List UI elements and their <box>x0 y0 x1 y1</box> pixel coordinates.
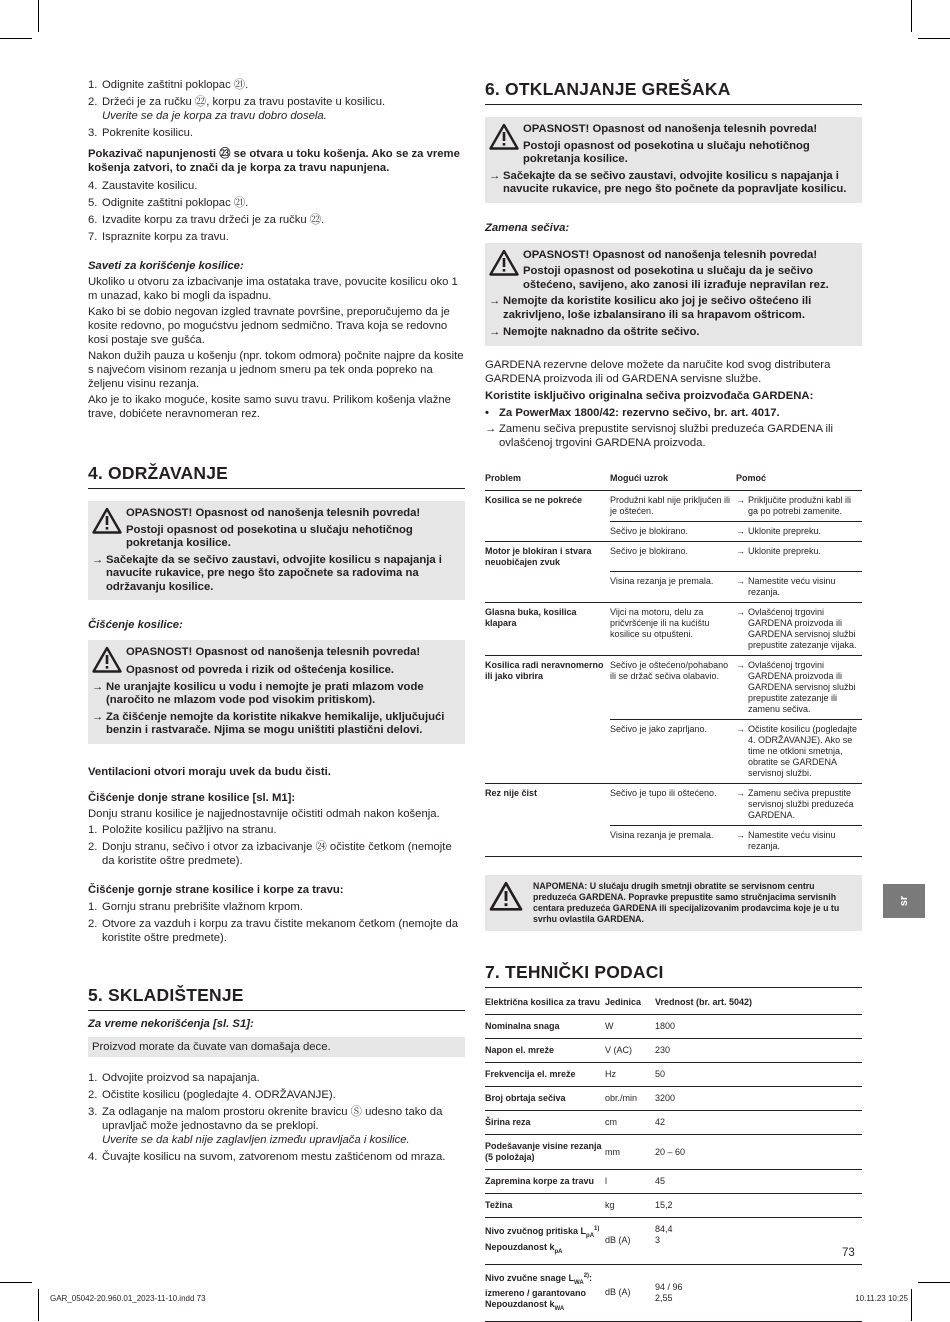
section-title-tech-data: 7. TEHNIČKI PODACI <box>485 961 862 988</box>
help-cell <box>736 521 862 541</box>
problem-cell: Kosilica se ne pokreće <box>485 494 583 505</box>
troubleshooting-table <box>485 470 862 858</box>
table-row <box>485 1135 862 1170</box>
list-item: 3. Za odlaganje na malom prostoru okrenite bravicu Ⓢ udesno tako da upravljač može jednostavno da se preklopi. Uverite se da kabl nije zaglavljen između upravljača i kosilice. <box>88 1105 443 1146</box>
footer-file-info: GAR_05042-20.960.01_2023-11-10.indd 73 <box>50 1294 206 1303</box>
problem-cell <box>485 720 610 784</box>
cause-cell: Visina rezanja je premala. <box>610 826 736 857</box>
value-text: 2,55 <box>655 1292 673 1303</box>
list-item: 2. Donju stranu, sečivo i otvor za izbacivanje ㉔ očistite četkom (nemojte da koristite oštre predmete). <box>88 840 452 867</box>
table-row <box>485 1111 862 1135</box>
label-text: Nivo zvučne snage L <box>485 1272 575 1283</box>
warning-triangle-icon <box>489 881 533 925</box>
right-column <box>485 78 862 1322</box>
cause-cell: Sečivo je blokirano. <box>610 541 736 572</box>
problem-cell <box>485 521 610 541</box>
crop-mark <box>911 0 912 32</box>
warning-box <box>88 640 465 744</box>
label-footnote: 2) <box>583 1272 590 1279</box>
help-cell <box>736 490 862 521</box>
help-text: → Uklonite prepreku. <box>736 526 860 537</box>
help-cell <box>736 541 862 572</box>
column-header: Mogući uzrok <box>610 470 736 491</box>
table-row <box>485 1194 862 1218</box>
steps-list <box>88 78 465 140</box>
help-cell <box>736 784 862 826</box>
cause-cell: Sečivo je jako zaprljano. <box>610 720 736 784</box>
warning-title: OPASNOST! Opasnost od nanošenja telesnih povreda! <box>126 646 421 658</box>
unit-cell: l <box>605 1170 655 1194</box>
list-item: 7. Ispraznite korpu za travu. <box>88 231 229 243</box>
label-text: Nepouzdanost k <box>485 1299 555 1310</box>
help-text: → Priključite produžni kabl ili ga po potrebi zamenite. <box>736 495 860 517</box>
warning-instruction: → Nemojte da koristite kosilicu ako joj je sečivo oštećeno ili zakrivljeno, loše izbalansirano ili sa hrapavom oštricom. <box>489 295 856 322</box>
steps-list <box>88 1071 465 1164</box>
warning-subtitle: Postoji opasnost od posekotina u slučaju nehotičnog pokretanja kosilice. <box>126 523 413 549</box>
help-text: → Uklonite prepreku. <box>736 546 860 557</box>
label-cell: Podešavanje visine rezanja (5 položaja) <box>485 1135 605 1170</box>
unit-cell: W <box>605 1015 655 1039</box>
unit-cell: V (AC) <box>605 1039 655 1063</box>
help-text: → Ovlašćenoj trgovini GARDENA proizvoda ili GARDENA servisnoj službi prepustite zatezanje vijaka. <box>736 607 860 651</box>
column-header: Jedinica <box>605 994 655 1015</box>
value-cell: 230 <box>655 1039 862 1063</box>
help-text: → Namestite veću visinu rezanja. <box>736 830 860 852</box>
warning-instruction: → Sačekajte da se sečivo zaustavi, odvojite kosilicu s napajanja i navucite rukavice, pre nego što počnete da popravljate kosilicu. <box>489 170 856 197</box>
warning-triangle-icon <box>489 123 523 167</box>
column-header: Električna kosilica za travu <box>485 994 605 1015</box>
table-row <box>485 1218 862 1265</box>
spares-bullet: • Za PowerMax 1800/42: rezervno sečivo, br. art. 4017. <box>485 406 780 419</box>
crop-mark <box>38 1289 39 1321</box>
table-row <box>485 656 862 720</box>
table-row <box>485 1087 862 1111</box>
cause-cell: Produžni kabl nije priključen ili je oštećen. <box>610 490 736 521</box>
crop-mark <box>0 38 32 39</box>
help-text: → Ovlašćenoj trgovini GARDENA proizvoda ili GARDENA servisnoj službi prepustite zatezanje ili zamenu sečiva. <box>736 660 860 715</box>
storage-notice: Proizvod morate da čuvate van domašaja dece. <box>88 1037 465 1057</box>
warning-instruction: → Sačekajte da se sečivo zaustavi, odvojite kosilicu s napajanja i navucite rukavice, pre nego što započnete sa radovima na održavanju kosilice. <box>92 554 459 595</box>
help-cell <box>736 572 862 603</box>
problem-cell: Rez nije čist <box>485 788 538 798</box>
label-text: Nivo zvučnog pritiska L <box>485 1226 587 1236</box>
unit-cell: dB (A) <box>605 1264 655 1322</box>
label-footnote: 1) <box>594 1226 600 1232</box>
table-row <box>485 1015 862 1039</box>
column-header: Problem <box>485 470 610 491</box>
section-title-troubleshooting: 6. OTKLANJANJE GREŠAKA <box>485 78 862 105</box>
warning-triangle-icon <box>92 646 126 678</box>
steps-list <box>88 179 465 244</box>
table-row <box>485 826 862 857</box>
table-row <box>485 1063 862 1087</box>
help-text: → Namestite veću visinu rezanja. <box>736 576 860 598</box>
table-row <box>485 572 862 603</box>
tip-paragraph: Nakon dužih pauza u košenju (npr. tokom odmora) počnite najpre da kosite s najvećom visinom rezanja u jednom smeru pa tek onda popreko na željenu visinu rezanja. <box>88 350 464 390</box>
warning-box <box>88 501 465 600</box>
value-cell <box>655 1218 862 1265</box>
problem-cell: Kosilica radi neravnomerno ili jako vibrira <box>485 660 604 681</box>
unit-cell: mm <box>605 1135 655 1170</box>
warning-box <box>485 243 862 346</box>
label-cell <box>485 1218 605 1265</box>
list-item: 3. Pokrenite kosilicu. <box>88 127 194 139</box>
warning-subtitle: Postoji opasnost od posekotina u slučaju nehotičnog pokretanja kosilice. <box>523 139 810 165</box>
page-number: 73 <box>842 1247 855 1259</box>
unit-cell: kg <box>605 1194 655 1218</box>
list-item: 4. Zaustavite kosilicu. <box>88 180 198 192</box>
value-cell: 3200 <box>655 1087 862 1111</box>
storage-heading: Za vreme nekorišćenja [sl. S1]: <box>88 1017 254 1030</box>
value-text: 84,4 <box>655 1224 673 1234</box>
label-cell: Zapremina korpe za travu <box>485 1170 605 1194</box>
value-cell: 42 <box>655 1111 862 1135</box>
crop-mark <box>918 38 950 39</box>
table-row <box>485 603 862 656</box>
label-subscript: WA <box>574 1279 584 1286</box>
value-cell: 45 <box>655 1170 862 1194</box>
spares-bold: Koristite isključivo originalna sečiva proizvođača GARDENA: <box>485 389 814 402</box>
list-item: 1. Gornju stranu prebrišite vlažnom krpom. <box>88 900 303 913</box>
warning-box <box>485 117 862 203</box>
warning-instruction: → Nemojte naknadno da oštrite sečivo. <box>489 326 856 340</box>
cause-cell: Visina rezanja je premala. <box>610 572 736 603</box>
warning-title: OPASNOST! Opasnost od nanošenja telesnih povreda! <box>523 123 818 135</box>
under-cleaning-text: Donju stranu kosilice je najjednostavnije očistiti odmah nakon košenja. <box>88 807 440 820</box>
unit-cell: obr./min <box>605 1087 655 1111</box>
tip-paragraph: Kako bi se dobio negovan izgled travnate površine, preporučujemo da je kosite redovno, po mogućstvu jednom sedmično. Trava koja se redovno kosi postaje sve gušća. <box>88 306 450 346</box>
tip-paragraph: Ako je to ikako moguće, kosite samo suvu travu. Prilikom košenja vlažne trave, dobićete neravnomeran rez. <box>88 394 451 420</box>
unit-cell: Hz <box>605 1063 655 1087</box>
value-text: 3 <box>655 1235 661 1245</box>
tech-data-table <box>485 994 862 1322</box>
table-row <box>485 784 862 826</box>
label-subscript: pA <box>586 1232 595 1239</box>
label-cell: Frekvencija el. mreže <box>485 1063 605 1087</box>
list-item: 1. Odvojite proizvod sa napajanja. <box>88 1071 260 1084</box>
value-text: 94 / 96 <box>655 1281 683 1292</box>
warning-subtitle: Postoji opasnost od posekotina u slučaju da je sečivo oštećeno, savijeno, ako zanosi ili izrađuje nepravilan rez. <box>523 265 829 291</box>
crop-mark <box>911 1289 912 1321</box>
warning-title: OPASNOST! Opasnost od nanošenja telesnih povreda! <box>126 507 421 519</box>
section-title-maintenance: 4. ODRŽAVANJE <box>88 462 465 489</box>
problem-cell: Motor je blokiran i stvara neuobičajen zvuk <box>485 545 592 567</box>
label-cell <box>485 1264 605 1322</box>
warning-instruction: → Ne uranjajte kosilicu u vodu i nemojte je prati mlazom vode (naročito ne mlazom vode pod visokim pritiskom). <box>92 681 459 708</box>
note-text: NAPOMENA: U slučaju drugih smetnji obratite se servisnom centru preduzeća GARDENA. Popravke prepustite samo stručnjacima servisnih centara preduzeća GARDENA ili specijalizovanim prodavcima koje je u tu svrhu ovlastila GARDENA. <box>533 881 840 924</box>
value-cell: 1800 <box>655 1015 862 1039</box>
list-item: 6. Izvadite korpu za travu držeći je za ručku ㉒. <box>88 214 325 226</box>
warning-title: OPASNOST! Opasnost od nanošenja telesnih povreda! <box>523 248 818 261</box>
crop-mark <box>918 1282 950 1283</box>
help-text: → Očistite kosilicu (pogledajte 4. ODRŽAVANJE). Ako se time ne otkloni smetnja, obratite se GARDENA servisnoj službi. <box>736 724 860 779</box>
note-box <box>485 875 862 931</box>
fill-indicator-note: Pokazivač napunjenosti ㉓ se otvara u toku košenja. Ako se za vreme košenja zatvori, to znači da je korpa za travu napunjena. <box>88 148 460 174</box>
list-item: 5. Odignite zaštitni poklopac ㉑. <box>88 197 249 209</box>
blade-heading: Zamena sečiva: <box>485 221 570 234</box>
table-row <box>485 490 862 521</box>
list-item: 2. Očistite kosilicu (pogledajte 4. ODRŽAVANJE). <box>88 1088 336 1101</box>
help-cell <box>736 603 862 656</box>
spares-text: GARDENA rezervne delove možete da naručite kod svog distributera GARDENA proizvoda ili od GARDENA servisne službe. <box>485 358 831 385</box>
list-item: 4. Čuvajte kosilicu na suvom, zatvorenom mestu zaštićenom od mraza. <box>88 1150 446 1163</box>
column-header: Vrednost (br. art. 5042) <box>655 994 862 1015</box>
language-tab: sr <box>883 884 925 918</box>
footer-timestamp: 10.11.23 10:25 <box>855 1294 908 1303</box>
spares-arrow: → Zamenu sečiva prepustite servisnoj službi preduzeća GARDENA ili ovlašćenoj trgovini GARDENA proizvoda. <box>485 422 834 449</box>
vents-note: Ventilacioni otvori moraju uvek da budu čisti. <box>88 765 331 778</box>
label-text: izmereno / garantovano <box>485 1288 587 1299</box>
tips-heading: Saveti za korišćenje kosilice: <box>88 260 244 272</box>
cause-cell: Sečivo je blokirano. <box>610 521 736 541</box>
list-item: 1. Odignite zaštitni poklopac ㉑. <box>88 79 249 91</box>
label-cell: Širina reza <box>485 1111 605 1135</box>
label-cell: Napon el. mreže <box>485 1039 605 1063</box>
warning-instruction: → Za čišćenje nemojte da koristite nikakve hemikalije, uključujući benzin i rastvarače. Njima se mogu uništiti plastični delovi. <box>92 711 459 738</box>
unit-cell: cm <box>605 1111 655 1135</box>
label-cell: Nominalna snaga <box>485 1015 605 1039</box>
table-row <box>485 1264 862 1322</box>
list-item: 2. Držeći je za ručku ㉒, korpu za travu postavite u kosilicu. Uverite se da je korpa za travu dobro dosela. <box>88 96 386 122</box>
table-row <box>485 541 862 572</box>
column-header: Pomoć <box>736 470 862 491</box>
crop-mark <box>38 0 39 32</box>
warning-triangle-icon <box>92 507 126 551</box>
table-row <box>485 720 862 784</box>
table-row <box>485 1170 862 1194</box>
value-cell: 50 <box>655 1063 862 1087</box>
section-title-storage: 5. SKLADIŠTENJE <box>88 984 465 1011</box>
table-row <box>485 1039 862 1063</box>
help-cell <box>736 826 862 857</box>
cause-cell: Sečivo je oštećeno/pohabano ili se držač sečiva olabavio. <box>610 656 736 720</box>
help-text: → Zamenu sečiva prepustite servisnoj službi preduzeća GARDENA. <box>736 788 860 821</box>
upper-cleaning-heading: Čišćenje gornje strane kosilice i korpe za travu: <box>88 883 344 896</box>
label-subscript: WA <box>554 1306 565 1313</box>
label-subscript: pA <box>554 1248 563 1255</box>
help-cell <box>736 656 862 720</box>
label-cell: Broj obrtaja sečiva <box>485 1087 605 1111</box>
warning-subtitle: Opasnost od povreda i rizik od oštećenja kosilice. <box>126 663 395 676</box>
value-cell: 20 – 60 <box>655 1135 862 1170</box>
warning-triangle-icon <box>489 249 523 293</box>
problem-cell <box>485 826 610 857</box>
list-item: 1. Položite kosilicu pažljivo na stranu. <box>88 823 277 836</box>
label-cell: Težina <box>485 1194 605 1218</box>
cause-cell: Sečivo je tupo ili oštećeno. <box>610 784 736 826</box>
problem-cell <box>485 572 610 603</box>
unit-cell: dB (A) <box>605 1218 655 1265</box>
value-cell: 15,2 <box>655 1194 862 1218</box>
table-row <box>485 521 862 541</box>
value-cell <box>655 1264 862 1322</box>
help-cell <box>736 720 862 784</box>
problem-cell: Glasna buka, kosilica klapara <box>485 603 610 656</box>
label-text: Nepouzdanost k <box>485 1241 555 1252</box>
cause-cell: Vijci na motoru, delu za pričvršćenje ili na kućištu kosilice su otpušteni. <box>610 603 736 656</box>
tip-paragraph: Ukoliko u otvoru za izbacivanje ima ostataka trave, povucite kosilicu oko 1 m unazad, kako bi mogli da ispadnu. <box>88 276 458 302</box>
steps-list <box>88 823 465 868</box>
list-item: 2. Otvore za vazduh i korpu za travu čistite mekanom četkom (nemojte da koristite oštre predmete). <box>88 917 459 944</box>
label-text: : <box>589 1272 593 1283</box>
crop-mark <box>0 1282 32 1283</box>
under-cleaning-heading: Čišćenje donje strane kosilice [sl. M1]: <box>88 791 296 804</box>
steps-list <box>88 900 465 945</box>
cleaning-heading: Čišćenje kosilice: <box>88 619 183 631</box>
left-column <box>88 78 465 1167</box>
